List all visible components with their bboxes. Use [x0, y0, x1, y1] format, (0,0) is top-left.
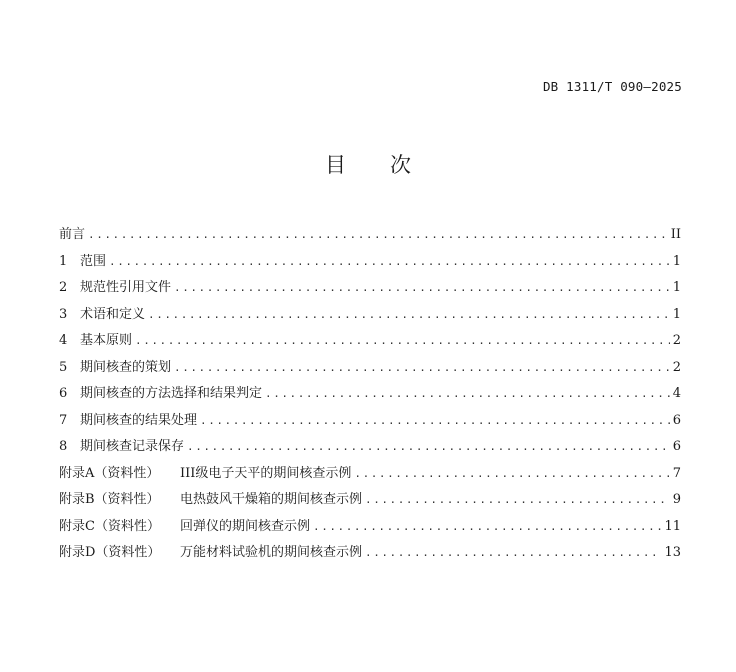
toc-entry-number: 2	[59, 280, 68, 295]
toc-entry-foreword[interactable]	[59, 222, 681, 249]
toc-page-number: 4	[672, 386, 681, 401]
toc-dot-leader	[365, 540, 661, 567]
toc-dot-leader	[109, 249, 670, 276]
toc-page-number: 13	[664, 545, 681, 560]
document-code: DB 1311/T 090—2025	[542, 79, 682, 94]
toc-page-number: II	[670, 227, 681, 242]
toc-entry-label: 前言	[59, 227, 86, 242]
toc-entry-label: 基本原则	[80, 333, 133, 348]
toc-entry-label: 电热鼓风干燥箱的期间核查示例	[180, 492, 363, 507]
toc-entry-7[interactable]	[59, 408, 681, 435]
toc-dot-leader	[200, 408, 670, 435]
toc-entry-3[interactable]	[59, 302, 681, 329]
toc-entry-5[interactable]	[59, 355, 681, 382]
toc-entry-number: 1	[59, 253, 68, 269]
toc-entry-label: 术语和定义	[80, 306, 146, 322]
toc-page-number: 6	[672, 439, 681, 454]
toc-entry-number: 6	[59, 386, 68, 401]
toc-dot-leader	[365, 487, 670, 514]
toc-entry-appendix-d[interactable]	[59, 540, 681, 567]
toc-entry-label: 规范性引用文件	[80, 280, 172, 295]
toc-page-number: 1	[672, 306, 681, 322]
toc-entry-appendix-c[interactable]	[59, 514, 681, 541]
toc-dot-leader	[265, 381, 670, 408]
toc-appendix-prefix: 附录C（资料性）	[59, 518, 160, 534]
toc-list	[59, 222, 681, 567]
toc-entry-number: 7	[59, 412, 68, 428]
toc-entry-label: 期间核查记录保存	[80, 439, 185, 454]
toc-page-number: 6	[672, 412, 681, 428]
toc-dot-leader	[313, 514, 661, 541]
toc-entry-8[interactable]	[59, 434, 681, 461]
toc-entry-label: 期间核查的结果处理	[80, 412, 198, 428]
toc-entry-6[interactable]	[59, 381, 681, 408]
toc-page-number: 7	[672, 465, 681, 481]
toc-title-part-1: 目	[325, 153, 346, 177]
toc-entry-number: 8	[59, 439, 68, 454]
toc-appendix-prefix: 附录A（资料性）	[59, 465, 160, 481]
toc-entry-label: 期间核查的方法选择和结果判定	[80, 386, 263, 401]
toc-entry-label: III级电子天平的期间核查示例	[180, 465, 352, 481]
toc-dot-leader	[148, 302, 670, 329]
toc-dot-leader	[174, 355, 670, 382]
toc-page-number: 9	[672, 492, 681, 507]
toc-page-number: 2	[672, 359, 681, 375]
toc-entry-number: 4	[59, 333, 68, 348]
toc-entry-1[interactable]	[59, 249, 681, 276]
toc-entry-label: 万能材料试验机的期间核查示例	[180, 545, 363, 560]
toc-entry-appendix-a[interactable]	[59, 461, 681, 488]
toc-title-part-2: 次	[390, 153, 411, 177]
toc-entry-4[interactable]	[59, 328, 681, 355]
toc-entry-label: 回弹仪的期间核查示例	[180, 518, 311, 534]
toc-page-number: 11	[664, 518, 681, 534]
toc-title	[0, 150, 736, 180]
toc-dot-leader	[354, 461, 669, 488]
toc-entry-2[interactable]	[59, 275, 681, 302]
toc-page-number: 1	[672, 280, 681, 295]
toc-dot-leader	[135, 328, 670, 355]
toc-entry-number: 3	[59, 306, 68, 322]
toc-page-number: 1	[672, 253, 681, 269]
toc-entry-label: 期间核查的策划	[80, 359, 172, 375]
toc-entry-label: 范围	[80, 253, 107, 269]
toc-entry-number: 5	[59, 359, 68, 375]
toc-appendix-prefix: 附录B（资料性）	[59, 492, 160, 507]
toc-dot-leader	[88, 222, 668, 249]
toc-dot-leader	[187, 434, 670, 461]
toc-dot-leader	[174, 275, 670, 302]
toc-entry-appendix-b[interactable]	[59, 487, 681, 514]
toc-appendix-prefix: 附录D（资料性）	[59, 545, 161, 560]
toc-page-number: 2	[672, 333, 681, 348]
